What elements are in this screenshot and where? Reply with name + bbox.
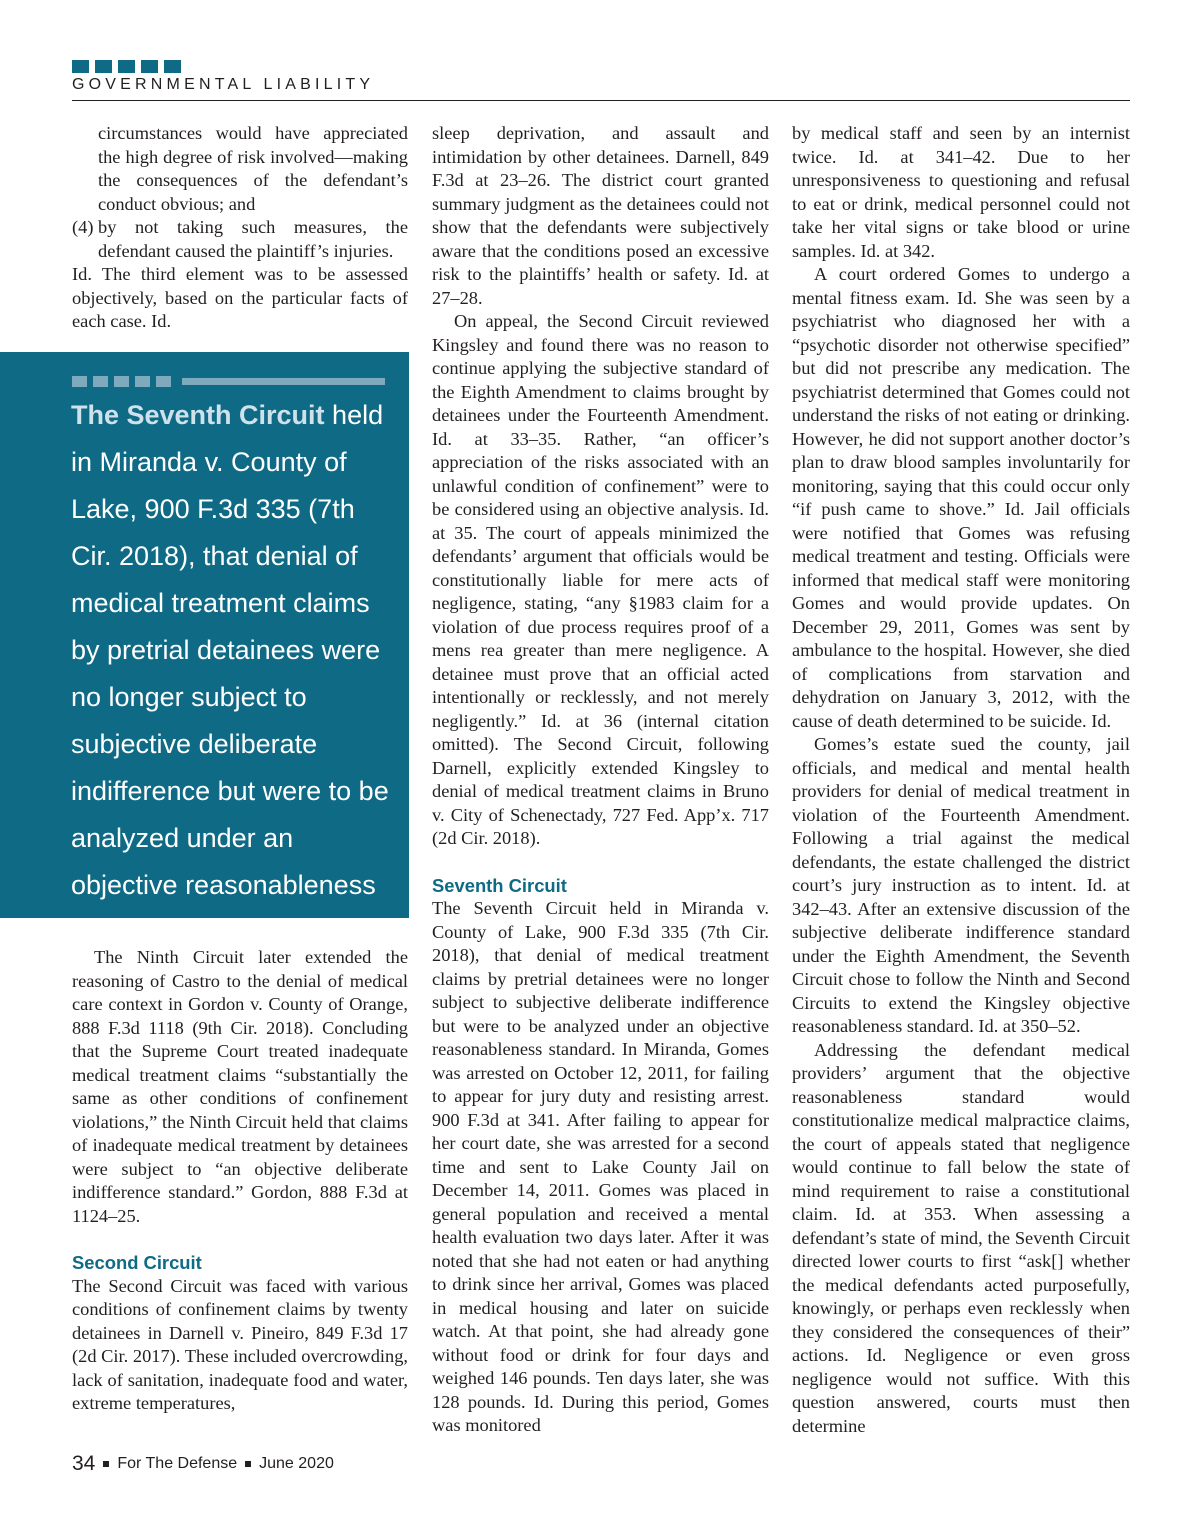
header-rule <box>72 100 1130 101</box>
paragraph: The Seventh Circuit held in Miranda v. County of Lake, 900 F.3d 335 (7th Cir. 2018), that denial of medical treatment claims by pretrial detainees were no longer subject to subjective deliberate indifference but were to be analyzed under an objective reasonableness standard. In Miranda, Gomes was arrested on October 12, 2011, for failing to appear for jury duty and resisting arrest. 900 F.3d at 341. After failing to appear for her court date, she was arrested for a second time and sent to Lake County Jail on December 14, 2011. Gomes was placed in general population and received a mental health evaluation two days later. After it was noted that she had not eaten or had anything to drink since her arrival, Gomes was placed in medical housing and later on suicide watch. At that point, she had already gone without food or drink for four days and weighed 146 pounds. Ten days later, she was 128 pounds. Id. During this period, Gomes was monitored <box>432 898 769 1435</box>
paragraph: sleep deprivation, and assault and intimidation by other detainees. Darnell, 849 F.3d at 23–26. The district court granted summary judgment as the detainees could not show that the defendants were subjectively aware that the conditions posed an excessive risk to the plaintiffs’ health or safety. Id. at 27–28. <box>432 123 769 308</box>
subheading-seventh-circuit: Seventh Circuit <box>432 874 567 896</box>
callout-rule <box>182 378 385 385</box>
paragraph: by medical staff and seen by an internist twice. Id. at 341–42. Due to her unresponsiveness to questioning and refusal to eat or drink, medical personnel could not take her vital signs or take blood or urine samples. Id. at 342. <box>792 123 1130 261</box>
bullet-icon <box>103 1461 109 1467</box>
list-text: by not taking such measures, the defendant caused the plaintiff’s injuries. <box>98 217 408 261</box>
callout-decoration <box>72 376 171 387</box>
paragraph: A court ordered Gomes to undergo a mental fitness exam. Id. She was seen by a psychiatrist who diagnosed her with a “psychotic disorder not otherwise specified” but did not prescribe any medication. The psychiatrist determined that Gomes could not understand the risks of not eating or drinking. However, he did not support another doctor’s plan to draw blood samples involuntarily for monitoring, saying that this could occur only “if push came to shove.” Id. Jail officials were notified that Gomes was refusing medical treatment and testing. Officials were informed that medical staff were monitoring Gomes and would provide updates. On December 29, 2011, Gomes was sent by ambulance to the hospital. However, she died of complications from starvation and dehydration on January 3, 2012, with the cause of death determined to be suicide. Id. <box>792 264 1130 731</box>
paragraph: On appeal, the Second Circuit reviewed Kingsley and found there was no reason to continue applying the subjective standard of the Eighth Amendment to claims brought by detainees under the Fourteenth Amendment. Id. at 33–35. Rather, “an officer’s appreciation of the risks associated with an unlawful condition of confinement” were to be considered using an objective analysis. Id. at 35. The court of appeals minimized the defendants’ argument that officials would be constitutionally liable for mere acts of negligence, stating, “any §1983 claim for a violation of due process requires proof of a mens rea greater than mere negligence. A detainee must prove that an official acted intentionally or recklessly, and not merely negligently.” Id. at 36 (internal citation omitted). The Second Circuit, following Darnell, explicitly extended Kingsley to denial of medical treatment claims in Bruno v. City of Schenectady, 727 Fed. App’x. 717 (2d Cir. 2018). <box>432 311 769 848</box>
paragraph: The Second Circuit was faced with various conditions of confinement claims by twenty detainees in Darnell v. Pineiro, 849 F.3d 17 (2d Cir. 2017). These included overcrowding, lack of sanitation, inadequate food and water, extreme temperatures, <box>72 1275 408 1413</box>
column-1-lower <box>72 946 408 1416</box>
column-2 <box>432 122 769 1438</box>
pull-quote-text <box>71 392 401 956</box>
paragraph: The Ninth Circuit later extended the reasoning of Castro to the denial of medical care context in Gordon v. County of Orange, 888 F.3d 1118 (9th Cir. 2018). Concluding that the Supreme Court treated inadequate medical treatment claims “substantially the same as other conditions of confinement violations,” the Ninth Circuit held that claims of inadequate medical treatment by detainees were subject to “an objective deliberate indifference standard.” Gordon, 888 F.3d at 1124–25. <box>72 947 408 1226</box>
bullet-icon <box>245 1461 251 1467</box>
header-decoration <box>72 60 181 73</box>
pull-quote-body: held in Miranda v. County of Lake, 900 F.3d 335 (7th Cir. 2018), that denial of medical treatment claims by pretrial detainees were no longer subject to subjective deliberate indifference but were to be analyzed under an objective reasonableness standard. <box>71 400 389 947</box>
column-1 <box>72 122 408 334</box>
list-item-4 <box>72 216 408 263</box>
paragraph: Id. The third element was to be assessed objectively, based on the particular facts of each case. Id. <box>72 264 408 331</box>
page-number: 34 <box>72 1452 96 1475</box>
list-continuation: circumstances would have appreciated the high degree of risk involved—making the consequences of the defendant’s conduct obvious; and <box>98 123 408 214</box>
pull-quote <box>0 352 409 947</box>
page-footer <box>72 1452 334 1476</box>
paragraph: Gomes’s estate sued the county, jail officials, and medical and mental health providers for denial of medical treatment in violation of the Fourteenth Amendment. Following a trial against the medical defendants, the estate challenged the district court’s jury instruction as to intent. Id. at 342–43. After an extensive discussion of the subjective deliberate indifference standard under the Eighth Amendment, the Seventh Circuit chose to follow the Ninth and Second Circuits to extend the Kingsley objective reasonableness standard. Id. at 350–52. <box>792 734 1130 1036</box>
paragraph: Addressing the defendant medical providers’ argument that the objective reasonableness standard would constitutionalize medical malpractice claims, the court of appeals stated that negligence would continue to fall below the state of mind requirement to raise a constitutional claim. Id. at 353. When assessing a defendant’s state of mind, the Seventh Circuit directed lower courts to first “ask[] whether the medical defendants acted purposefully, knowingly, or perhaps even recklessly when they considered the consequences of their” actions. Id. Negligence or even gross negligence would not suffice. With this question answered, courts must then determine <box>792 1039 1130 1436</box>
publication-name: For The Defense <box>117 1455 238 1472</box>
pull-quote-lead: The Seventh Circuit <box>71 400 325 430</box>
issue-date: June 2020 <box>259 1455 334 1472</box>
section-label: GOVERNMENTAL LIABILITY <box>72 76 375 93</box>
column-3 <box>792 122 1130 1438</box>
list-number: (4) <box>72 217 94 237</box>
subheading-second-circuit: Second Circuit <box>72 1252 202 1273</box>
